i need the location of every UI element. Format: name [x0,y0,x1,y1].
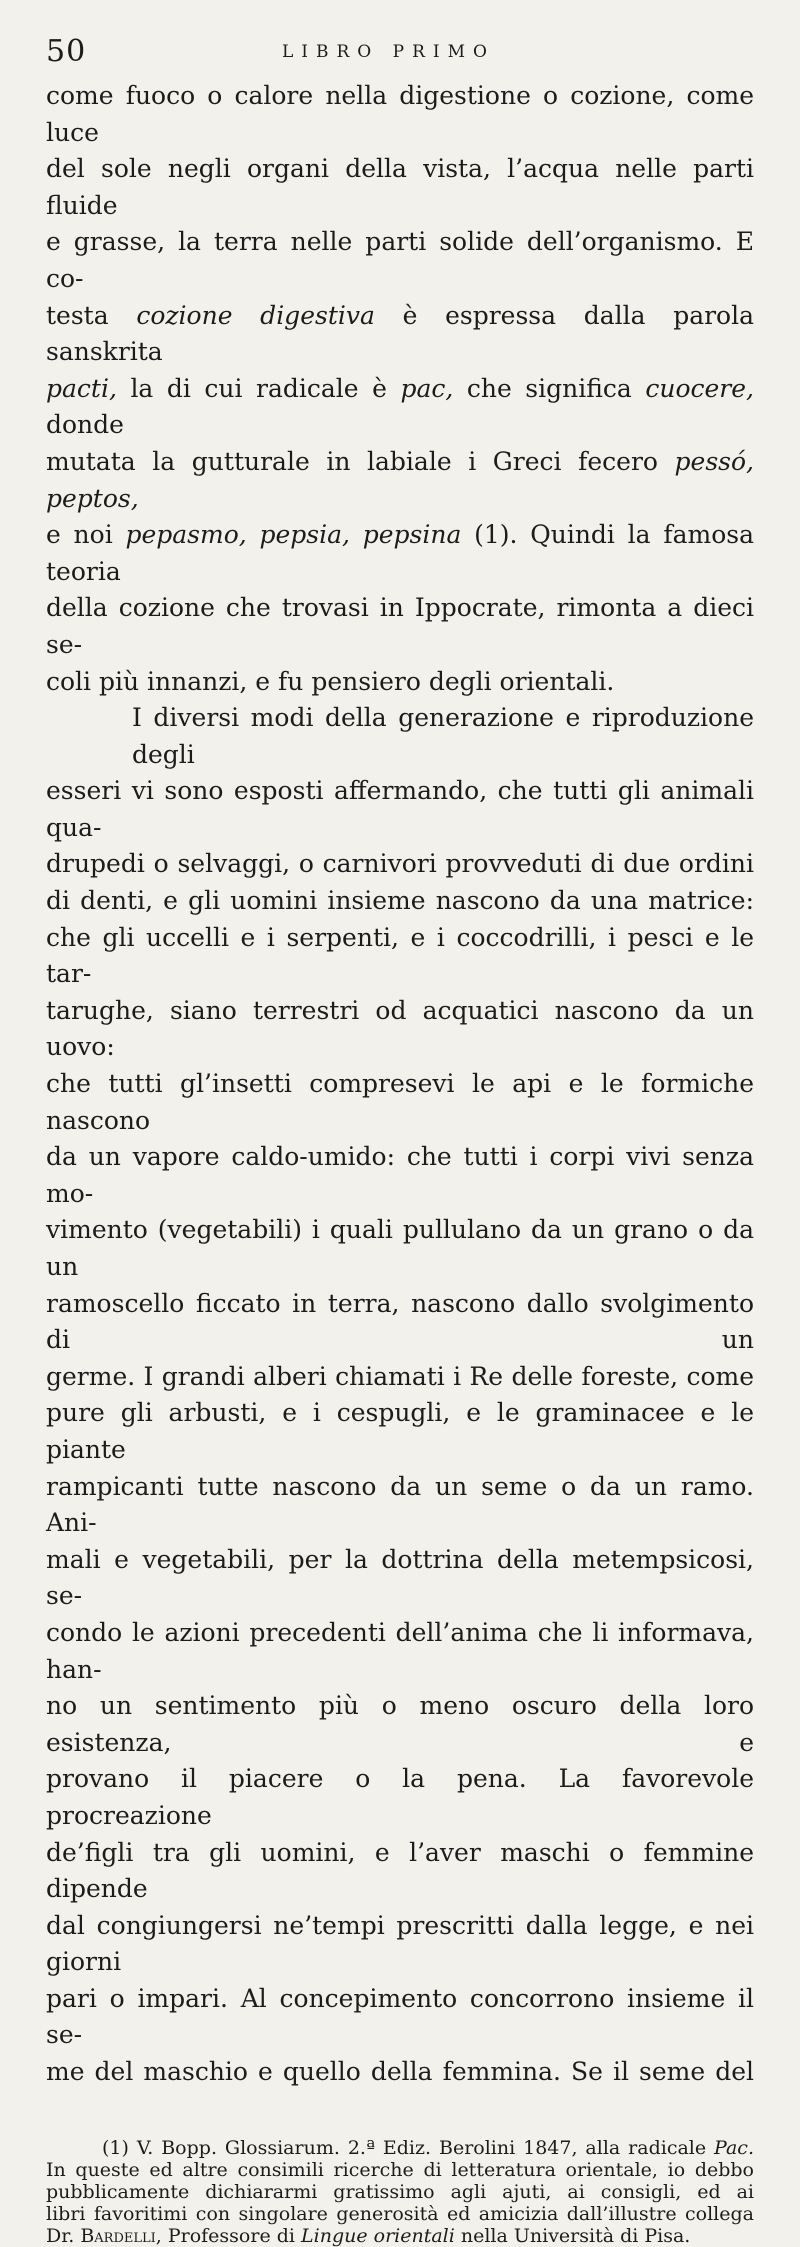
text-line: germe. I grandi alberi chiamati i Re delle foreste, come [46,1361,754,1391]
text-line [46,517,754,590]
text-line: del sole negli organi della vista, l’acqua nelle parti fluide [46,154,754,220]
italic-term: pac, [400,373,454,403]
text-line [46,371,754,444]
text-line: che gli uccelli e i serpenti, e i coccodrilli, i pesci e le tar- [46,922,754,989]
text-line: condo le azioni precedenti dell’anima che li informava, han- [46,1617,754,1684]
text-run: che significa [453,373,646,403]
text-line: rampicanti tutte nascono da un seme o da un ramo. Ani- [46,1471,754,1538]
text-run: Dr. [46,2224,81,2247]
italic-term: pepasmo, pepsia, pepsina [125,520,462,550]
text-line: drupedi o selvaggi, o carnivori provveduti di due ordini [46,849,754,879]
text-line: esseri vi sono esposti affermando, che tutti gli animali qua- [46,776,754,842]
text-run: testa [46,300,137,330]
italic-term: Pac. [714,2136,754,2159]
text-line: come fuoco o calore nella digestione o cozione, come luce [46,81,754,147]
page-number: 50 [46,34,87,69]
footnote-line: libri favoritimi con singolare generosità ed amicizia dall’illustre collega [46,2202,754,2225]
text-run: (1) V. Bopp. Glossiarum. 2.ª Ediz. Berolini 1847, alla radicale [102,2136,715,2159]
footnote [46,2137,754,2247]
text-line [46,444,754,517]
text-run: nella Università di Pisa. [454,2224,691,2247]
italic-term: pessó, peptos, [46,446,754,513]
text-line: che tutti gl’insetti compresevi le api e le formiche nascono [46,1069,754,1135]
text-line: provano il piacere o la pena. La favorevole procreazione [46,1764,754,1830]
text-line [46,298,754,371]
text-line: pure gli arbusti, e i cespugli, e le graminacee e le piante [46,1398,754,1464]
text-line: me del maschio e quello della femmina. Se il seme del [46,2057,754,2087]
italic-term: cozione digestiva [136,300,375,330]
text-line: de’figli tra gli uomini, e l’aver maschi o femmine dipende [46,1837,754,1904]
text-line: pari o impari. Al concepimento concorrono insieme il se- [46,1983,754,2050]
italic-term: pacti, [46,373,117,403]
text-run: (1). Quindi la famosa teoria [46,520,754,586]
text-line: ramoscello ficcato in terra, nascono dallo svolgimento di un [46,1288,754,1355]
page-header [46,30,754,70]
text-run: , Professore di [155,2224,302,2247]
footnote-line [46,2137,754,2159]
paragraph-generazione [46,700,754,2091]
text-line: tarughe, siano terrestri od acquatici nascono da un uovo: [46,995,754,1062]
italic-term: Lingue orientali [301,2224,455,2247]
footnote-line: In queste ed altre consimili ricerche di letteratura orientale, io debbo [46,2158,754,2181]
italic-term: cuocere, [645,373,754,403]
text-line: della cozione che trovasi in Ippocrate, rimonta a dieci se- [46,593,754,659]
footnote-line: pubblicamente dichiararmi gratissimo agli ajuti, ai consigli, ed ai [46,2180,754,2203]
text-line: vimento (vegetabili) i quali pullulano da un grano o da un [46,1215,754,1281]
text-line: no un sentimento più o meno oscuro della loro esistenza, e [46,1691,754,1757]
text-line: mali e vegetabili, per la dottrina della metempsicosi, se- [46,1544,754,1611]
text-line: I diversi modi della generazione e riproduzione degli [132,703,754,769]
text-run: è espressa dalla parola sanskrita [46,300,755,367]
author-name: Bardelli [80,2224,156,2247]
text-run: la di cui radicale è [116,373,401,403]
text-run: mutata la gutturale in labiale i Greci fecero [46,446,675,476]
text-line: di denti, e gli uomini insieme nascono da una matrice: [46,886,754,916]
text-line: da un vapore caldo-umido: che tutti i corpi vivi senza mo- [46,1142,754,1208]
bleed-through-area [46,2095,754,2123]
text-line: e grasse, la terra nelle parti solide dell’organismo. E co- [46,227,754,293]
paragraph-cozione [46,78,754,700]
text-line: coli più innanzi, e fu pensiero degli orientali. [46,666,615,696]
text-line: dal congiungersi ne’tempi prescritti dalla legge, e nei giorni [46,1910,754,1977]
text-run: e noi [46,520,126,550]
footnote-line [46,2225,754,2247]
body-text [46,78,754,2091]
text-run: donde [46,410,124,440]
running-head: LIBRO PRIMO [282,42,495,62]
